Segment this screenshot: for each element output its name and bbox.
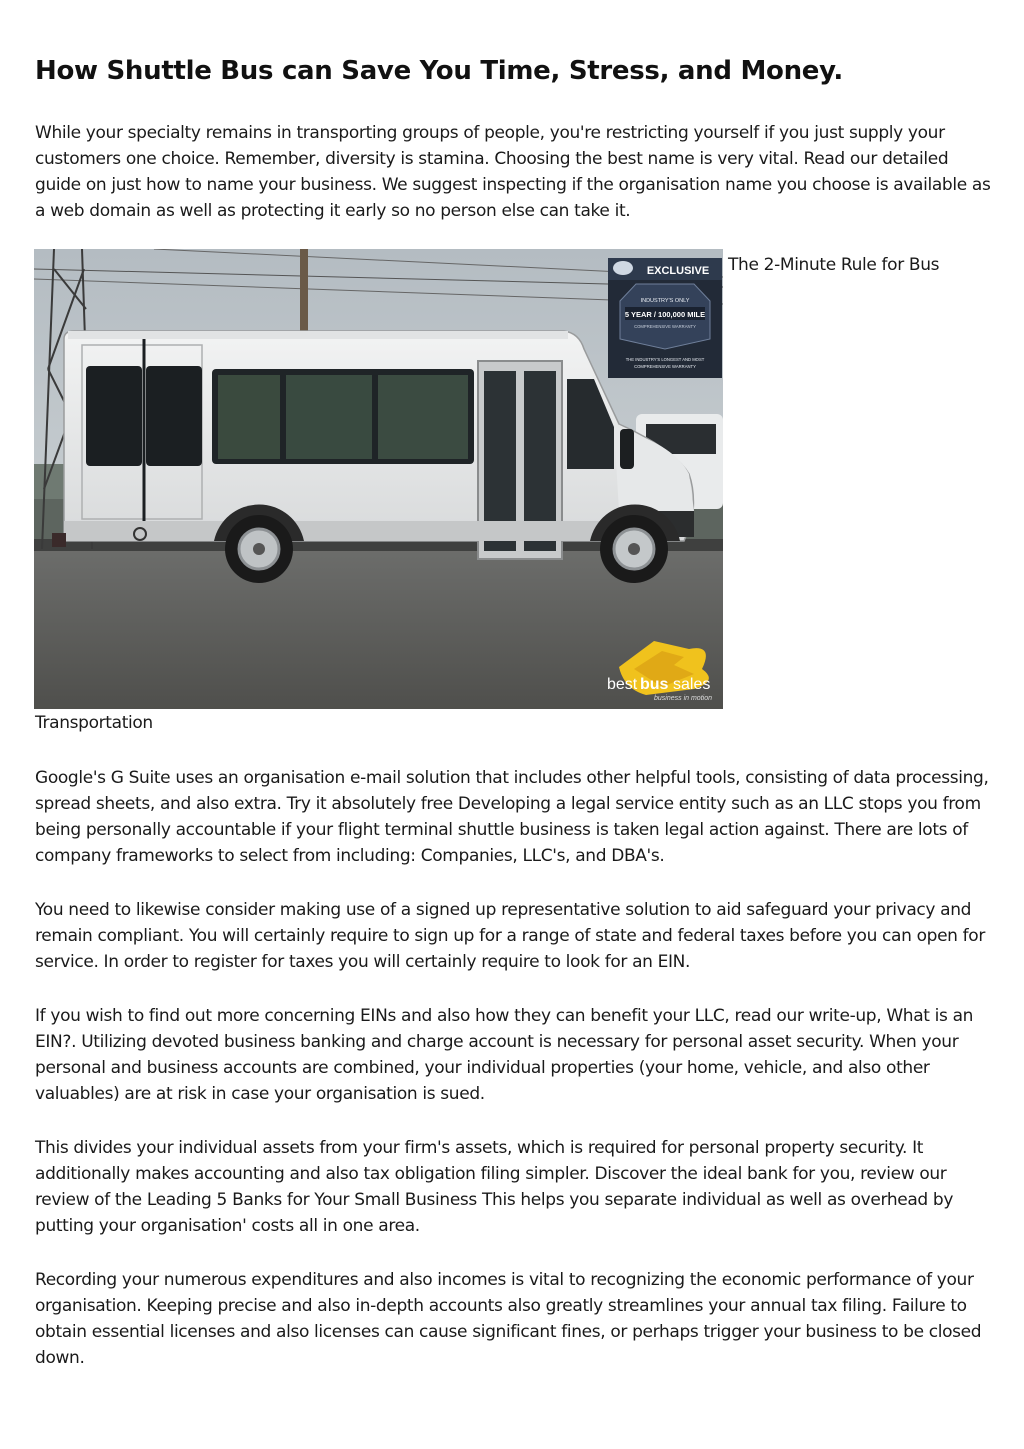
figure-caption: The 2-Minute Rule for Bus bbox=[728, 255, 940, 275]
logo-brand-light: best bbox=[607, 676, 638, 693]
article-paragraph-3: You need to likewise consider making use of a signed up representative solution to aid safeguard your privacy and remain compliant. You will certainly require to sign up for a range of state and federal taxes before you can open for service. In order to register for taxes you will certainly require to look for an EIN. bbox=[35, 900, 985, 972]
article-paragraph-2: Google's G Suite uses an organisation e-mail solution that includes other helpful tools, consisting of data processing, spread sheets, and also extra. Try it absolutely free Developing a legal service entity such as an LLC stops you from being personally accountable if your flight terminal shuttle business is taken legal action against. There are lots of company frameworks to select from including: Companies, LLC's, and DBA's. bbox=[35, 768, 989, 866]
badge-line-3: COMPREHENSIVE WARRANTY bbox=[634, 324, 696, 329]
badge-footer-1: THE INDUSTRY'S LONGEST AND MOST bbox=[625, 357, 705, 362]
badge-line-1: INDUSTRY'S ONLY bbox=[640, 298, 690, 304]
article-paragraph-6: Recording your numerous expenditures and also incomes is vital to recognizing the economic performance of your organisation. Keeping precise and also in-depth accounts also greatly streamlines your annual tax filing. Failure to obtain essential licenses and also licenses can cause significant fines, or perhaps trigger your business to be closed down. bbox=[35, 1270, 982, 1368]
logo-brand-end: sales bbox=[673, 676, 711, 693]
logo-brand-bold: bus bbox=[640, 676, 669, 693]
badge-footer-2: COMPREHENSIVE WARRANTY bbox=[634, 364, 696, 369]
shuttle-bus-photo bbox=[34, 249, 723, 709]
article-title: How Shuttle Bus can Save You Time, Stress, and Money. bbox=[35, 56, 843, 86]
article-paragraph-4: If you wish to find out more concerning EINs and also how they can benefit your LLC, read our write-up, What is an EIN?. Utilizing devoted business banking and charge account is necessary for personal asset security. When your personal and business accounts are combined, your individual properties (your home, vehicle, and also other valuables) are at risk in case your organisation is sued. bbox=[35, 1006, 974, 1104]
figure-caption-continued: Transportation bbox=[35, 713, 153, 733]
badge-header: EXCLUSIVE bbox=[646, 265, 710, 277]
logo-tagline: business in motion bbox=[654, 695, 712, 702]
warranty-badge bbox=[608, 258, 722, 378]
badge-line-2: 5 YEAR / 100,000 MILE bbox=[624, 310, 706, 319]
article-paragraph-1: While your specialty remains in transporting groups of people, you're restricting yourself if you just supply your customers one choice. Remember, diversity is stamina. Choosing the best name is very vital. Read our detailed guide on just how to name your business. We suggest inspecting if the organisation name you choose is available as a web domain as well as protecting it early so no person else can take it. bbox=[35, 123, 991, 221]
article-paragraph-5: This divides your individual assets from your firm's assets, which is required for personal property security. It additionally makes accounting and also tax obligation filing simpler. Discover the ideal bank for you, review our review of the Leading 5 Banks for Your Small Business This helps you separate individual as well as overhead by putting your organisation' costs all in one area. bbox=[35, 1138, 954, 1236]
